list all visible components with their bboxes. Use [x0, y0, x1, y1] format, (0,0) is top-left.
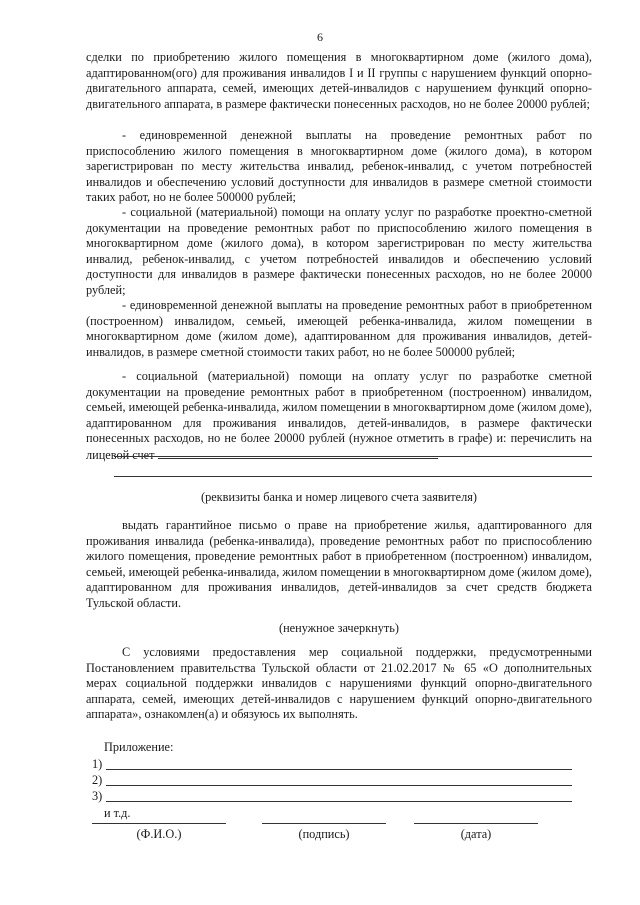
- paragraph-conditions-acknowledgement: С условиями предоставления мер социальной поддержки, предусмотренными Постановлением правительства Тульской области от 21.02.2017 № 65 «О дополнительных мерах социальной поддержки инвалидов с нарушениями функций опорно-двигательного аппарата, семей, имеющих детей-инвалидов с нарушением функций опорно-двигательного аппарата», ознакомлен(а) и обязуюсь их выполнять.: [86, 645, 592, 721]
- attachment-line-3[interactable]: [106, 801, 572, 802]
- paragraph-repair-payment: - единовременной денежной выплаты на проведение ремонтных работ по приспособлению жилого помещения в многоквартирном доме (жилого дома), в котором зарегистрирован по месту жительства инвалид, ребенок-инвалид, с учетом потребностей инвалидов и обеспечению условий доступности для инвалидов в размере сметной стоимости таких работ, но не более 500000 рублей;: [86, 128, 592, 204]
- date-signature-line[interactable]: [414, 823, 538, 824]
- strike-unneeded-note: (ненужное зачеркнуть): [278, 621, 399, 635]
- date-caption: (дата): [460, 827, 492, 841]
- attachments-title: Приложение:: [104, 740, 174, 754]
- paragraph-design-estimate-help: - социальной (материальной) помощи на оплату услуг по разработке проектно-сметной документации на проведение ремонтных работ по приспособлению жилого помещения в многоквартирном доме (жилого дома), в котором зарегистрирован по месту жительства инвалид, ребенок-инвалид, с учетом потребностей инвалидов и обеспечению условий доступности для инвалидов в размере фактически понесенных расходов, но не более 20000 рублей;: [86, 205, 592, 297]
- sign-caption: (подпись): [298, 827, 350, 841]
- attachment-item-3: 3): [92, 789, 103, 803]
- paragraph-estimate-acquired: [86, 369, 592, 463]
- attachments-etc: и т.д.: [104, 806, 131, 820]
- fio-caption: (Ф.И.О.): [136, 827, 182, 841]
- attachment-line-1[interactable]: [106, 769, 572, 770]
- attachment-line-2[interactable]: [106, 785, 572, 786]
- bank-details-line-2[interactable]: [114, 476, 592, 477]
- paragraph-guarantee-letter: выдать гарантийное письмо о праве на приобретение жилья, адаптированного для проживания инвалида (ребенка-инвалида), проведение ремонтных работ по приспособлению жилого помещения, проведение ремонтных работ в приобретенном (построенном) инвалидом, семьей, имеющей ребенка-инвалида, жилом помещении в многоквартирном доме (жилом доме), адаптированном для проживания инвалидов, детей-инвалидов за счет средств бюджета Тульской области.: [86, 518, 592, 610]
- paragraph-continuation: сделки по приобретению жилого помещения в многоквартирном доме (жилого дома), адаптированном(ого) для проживания инвалидов I и II группы с нарушением функций опорно-двигательного аппарата, семей, имеющих детей-инвалидов с нарушением функций опорно-двигательного аппарата, в размере фактически понесенных расходов, но не более 20000 рублей;: [86, 50, 592, 111]
- sign-signature-line[interactable]: [262, 823, 386, 824]
- paragraph-repair-acquired: - единовременной денежной выплаты на проведение ремонтных работ в приобретенном (построенном) инвалидом, семьей, имеющей ребенка-инвалида, жилом помещении в многоквартирном доме (жилом доме), адаптированном для проживания инвалидов, детей-инвалидов, в размере сметной стоимости таких работ, но не более 500000 рублей;: [86, 298, 592, 359]
- bank-details-line-1[interactable]: [114, 456, 592, 457]
- page-number: 6: [317, 30, 323, 44]
- fio-signature-line[interactable]: [92, 823, 226, 824]
- bank-details-caption: (реквизиты банка и номер лицевого счета заявителя): [200, 490, 477, 504]
- paragraph-estimate-text: - социальной (материальной) помощи на оплату услуг по разработке сметной документации на проведение ремонтных работ в приобретенном (построенном) инвалидом, семьей, имеющей ребенка-инвалида, жилом помещении в многоквартирном доме (жилом доме), адаптированном для проживания инвалидов, детей-инвалидов, в размере фактически понесенных расходов, но не более 20000 рублей (нужное отметить в графе) и:: [86, 369, 592, 445]
- account-transfer-label: перечислить на лицевой счет: [86, 431, 593, 462]
- attachment-item-2: 2): [92, 773, 103, 787]
- attachment-item-1: 1): [92, 757, 103, 771]
